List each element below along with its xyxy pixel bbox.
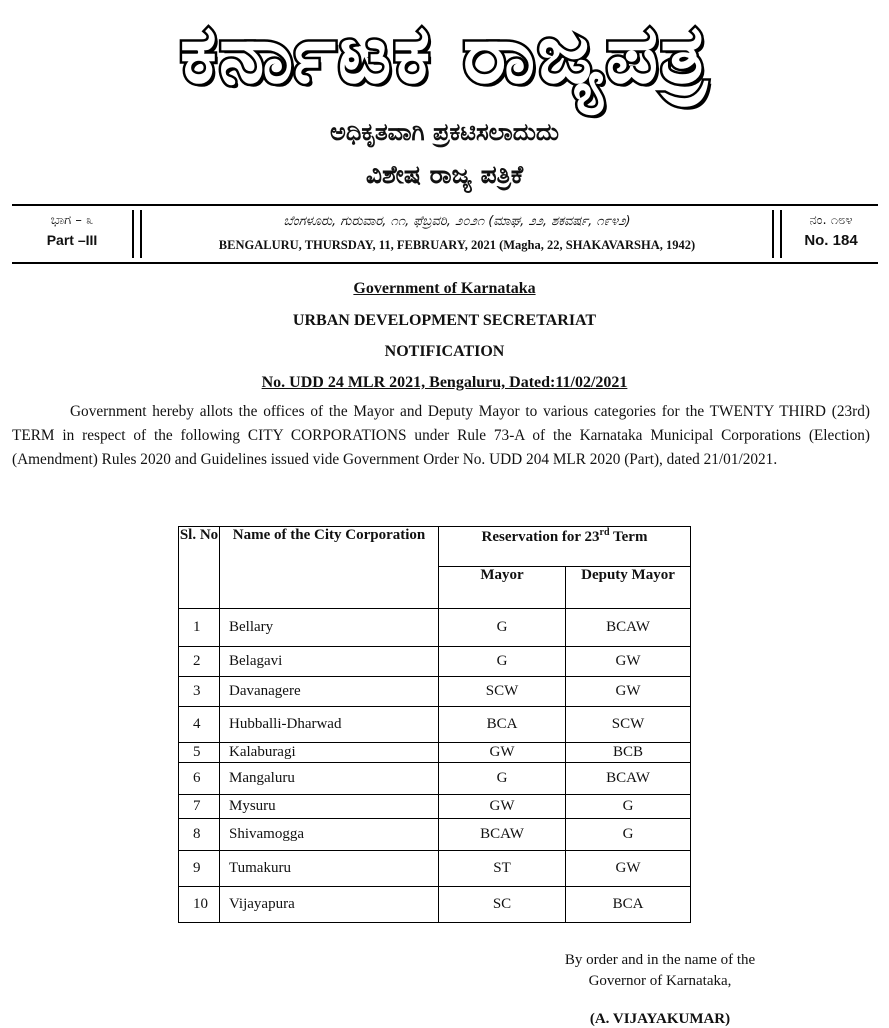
date-kannada: ಬೆಂಗಳೂರು, ಗುರುವಾರ, ೧೧, ಫೆಬ್ರವರಿ, ೨೦೨೧ (ಮಾಘ, ೨೨, ಶಕವರ್ಷ, ೧೯೪೨) [283,214,631,229]
header-deputy-mayor: Deputy Mayor [566,567,691,609]
table-row: 10 Vijayapura SC BCA [179,887,691,923]
table-row: 8 Shivamogga BCAW G [179,819,691,851]
header-mayor: Mayor [439,567,566,609]
department-heading: URBAN DEVELOPMENT SECRETARIAT [292,312,597,329]
header-slno: Sl. No [179,527,220,609]
table-row: 5 Kalaburagi GW BCB [179,743,691,763]
body-text: Government hereby allots the offices of the Mayor and Deputy Mayor to various categories for the TWENTY THIRD (23rd) TERM in respect of the following CITY CORPORATIONS under Rule 73-A of the Karnataka Municipal Corporations (Election)(Amendment) Rules 2020 and Guidelines issued vide Government Order No. UDD 204 MLR 2020 (Part), dated 21/01/2021. [12,403,870,468]
table-row: 1 Bellary G BCAW [179,609,691,647]
issue-number-kannada: ನಂ. ೧೮೪ [809,213,853,228]
issue-number-box [780,210,880,258]
table-row: 2 Belagavi G GW [179,647,691,677]
gazette-masthead [0,0,889,115]
notification-heading: NOTIFICATION [384,343,505,360]
signature-line-2: Governor of Karnataka, [588,973,732,989]
masthead-subtitle-official: ಅಧಿಕೃತವಾಗಿ ಪ್ರಕಟಿಸಲಾದುದು [330,118,559,146]
part-box [12,210,134,258]
part-english: Part –III [46,232,98,248]
signature-line-1: By order and in the name of the [564,952,756,968]
masthead-subtitle-special: ವಿಶೇಷ ರಾಜ್ಯ ಪತ್ರಿಕೆ [365,160,524,189]
reservation-table [178,526,691,923]
notification-body [12,400,870,472]
date-english: BENGALURU, THURSDAY, 11, FEBRUARY, 2021 (Magha, 22, SHAKAVARSHA, 1942) [218,238,696,252]
date-box [140,210,774,258]
reference-number: No. UDD 24 MLR 2021, Bengaluru, Dated:11/02/2021 [261,374,628,391]
table-row: 9 Tumakuru ST GW [179,851,691,887]
table-row: 3 Davanagere SCW GW [179,677,691,707]
header-reservation: Reservation for 23rd Term [439,527,691,567]
signatory-name: (A. VIJAYAKUMAR) [589,1011,731,1027]
gazette-title: ಕರ್ನಾಟಕ ರಾಜ್ಯಪತ್ರ [179,7,710,102]
part-kannada: ಭಾಗ – ೩ [50,213,94,228]
issue-number-english: No. 184 [804,232,858,249]
table-row: 7 Mysuru GW G [179,795,691,819]
table-row: 6 Mangaluru G BCAW [179,763,691,795]
govt-heading: Government of Karnataka [353,280,536,297]
table-row: 4 Hubballi-Dharwad BCA SCW [179,707,691,743]
header-city-name: Name of the City Corporation [220,527,439,609]
issue-info-bar [12,204,878,264]
